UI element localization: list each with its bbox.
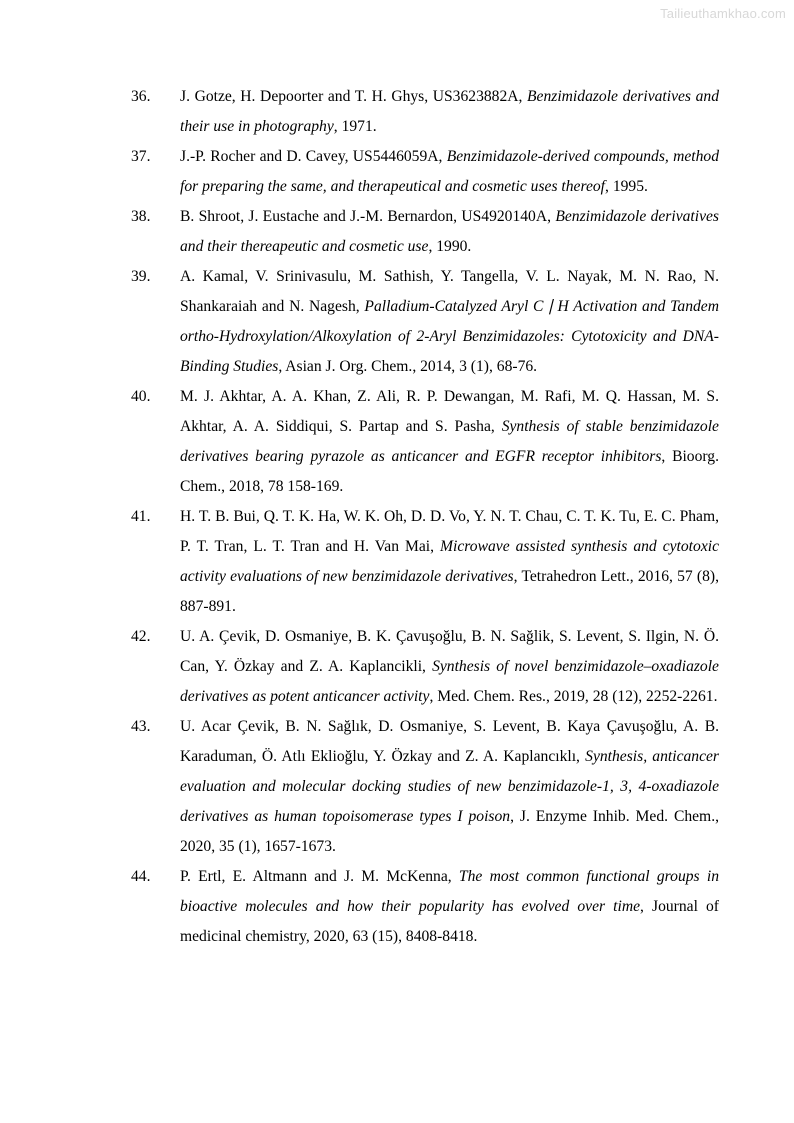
reference-title: Benzimidazole-derived compounds, method for preparing the same, and therapeutical and cosmetic uses thereof — [180, 148, 719, 195]
reference-authors: P. Ertl, E. Altmann and J. M. McKenna, — [180, 868, 459, 885]
reference-text — [180, 862, 719, 952]
reference-number: 41. — [131, 508, 151, 525]
reference-authors: U. Acar Çevik, B. N. Sağlık, D. Osmaniye, S. Levent, B. Kaya Çavuşoğlu, A. B. Karaduman, Ö. Atlı Eklioğlu, Y. Özkay and Z. A. Kaplancıklı, — [180, 718, 719, 765]
reference-40 — [131, 382, 719, 502]
reference-title: Synthesis of stable benzimidazole derivatives bearing pyrazole as anticancer and EGFR receptor inhibitors — [180, 418, 719, 465]
reference-authors: J.-P. Rocher and D. Cavey, US5446059A, — [180, 148, 447, 165]
reference-text — [180, 142, 719, 202]
reference-38 — [131, 202, 719, 262]
reference-details: , Tetrahedron Lett., 2016, 57 (8), 887-891. — [180, 568, 719, 615]
reference-text — [180, 262, 719, 382]
reference-title: Benzimidazole derivatives and their use in photography — [180, 88, 719, 135]
reference-authors: A. Kamal, V. Srinivasulu, M. Sathish, Y. Tangella, V. L. Nayak, M. N. Rao, N. Shankaraiah and N. Nagesh, — [180, 268, 719, 315]
reference-text — [180, 382, 719, 502]
reference-number: 43. — [131, 718, 151, 735]
reference-authors: M. J. Akhtar, A. A. Khan, Z. Ali, R. P. Dewangan, M. Rafi, M. Q. Hassan, M. S. Akhtar, A. A. Siddiqui, S. Partap and S. Pasha, — [180, 388, 719, 435]
reference-authors: B. Shroot, J. Eustache and J.-M. Bernardon, US4920140A, — [180, 208, 556, 225]
reference-number: 40. — [131, 388, 151, 405]
watermark-text: Tailieuthamkhao.com — [660, 6, 786, 21]
reference-details: , Asian J. Org. Chem., 2014, 3 (1), 68-76. — [278, 358, 538, 375]
reference-36 — [131, 82, 719, 142]
reference-44 — [131, 862, 719, 952]
reference-title: Microwave assisted synthesis and cytotoxic activity evaluations of new benzimidazole derivatives — [180, 538, 719, 585]
reference-authors: U. A. Çevik, D. Osmaniye, B. K. Çavuşoğlu, B. N. Sağlik, S. Levent, S. Ilgin, N. Ö. Can, Y. Özkay and Z. A. Kaplancikli, — [180, 628, 719, 675]
reference-number: 36. — [131, 88, 151, 105]
reference-41 — [131, 502, 719, 622]
reference-39 — [131, 262, 719, 382]
reference-details: , Bioorg. Chem., 2018, 78 158-169. — [180, 448, 719, 495]
reference-details: , 1971. — [333, 118, 377, 135]
reference-title: The most common functional groups in bioactive molecules and how their popularity has evolved over time — [180, 868, 719, 915]
reference-authors: H. T. B. Bui, Q. T. K. Ha, W. K. Oh, D. D. Vo, Y. N. T. Chau, C. T. K. Tu, E. C. Pham, P. T. Tran, L. T. Tran and H. Van Mai, — [180, 508, 719, 555]
reference-details: , Journal of medicinal chemistry, 2020, 63 (15), 8408-8418. — [180, 898, 720, 945]
reference-details: , Med. Chem. Res., 2019, 28 (12), 2252-2261. — [429, 688, 718, 705]
reference-title: Synthesis of novel benzimidazole–oxadiazole derivatives as potent anticancer activity — [180, 658, 719, 705]
reference-text — [180, 502, 719, 622]
reference-list — [131, 82, 719, 952]
reference-text — [180, 712, 719, 862]
reference-number: 38. — [131, 208, 151, 225]
reference-37 — [131, 142, 719, 202]
reference-details: , J. Enzyme Inhib. Med. Chem., 2020, 35 (1), 1657-1673. — [180, 808, 719, 855]
reference-details: , 1990. — [428, 238, 472, 255]
reference-text — [180, 622, 719, 712]
reference-title: Palladium-Catalyzed Aryl C ∣ H Activation and Tandem ortho-Hydroxylation/Alkoxylation of 2-Aryl Benzimidazoles: Cytotoxicity and DNA-Binding Studies — [180, 298, 719, 375]
reference-title: Synthesis, anticancer evaluation and molecular docking studies of new benzimidazole-1, 3, 4-oxadiazole derivatives as human topoisomerase types I poison — [180, 748, 719, 825]
reference-text — [180, 82, 719, 142]
reference-number: 39. — [131, 268, 151, 285]
reference-number: 44. — [131, 868, 151, 885]
reference-text — [180, 202, 719, 262]
reference-authors: J. Gotze, H. Depoorter and T. H. Ghys, US3623882A, — [180, 88, 528, 105]
reference-43 — [131, 712, 719, 862]
reference-title: Benzimidazole derivatives and their thereapeutic and cosmetic use — [180, 208, 719, 255]
reference-42 — [131, 622, 719, 712]
reference-details: , 1995. — [605, 178, 648, 195]
reference-number: 37. — [131, 148, 151, 165]
reference-number: 42. — [131, 628, 151, 645]
